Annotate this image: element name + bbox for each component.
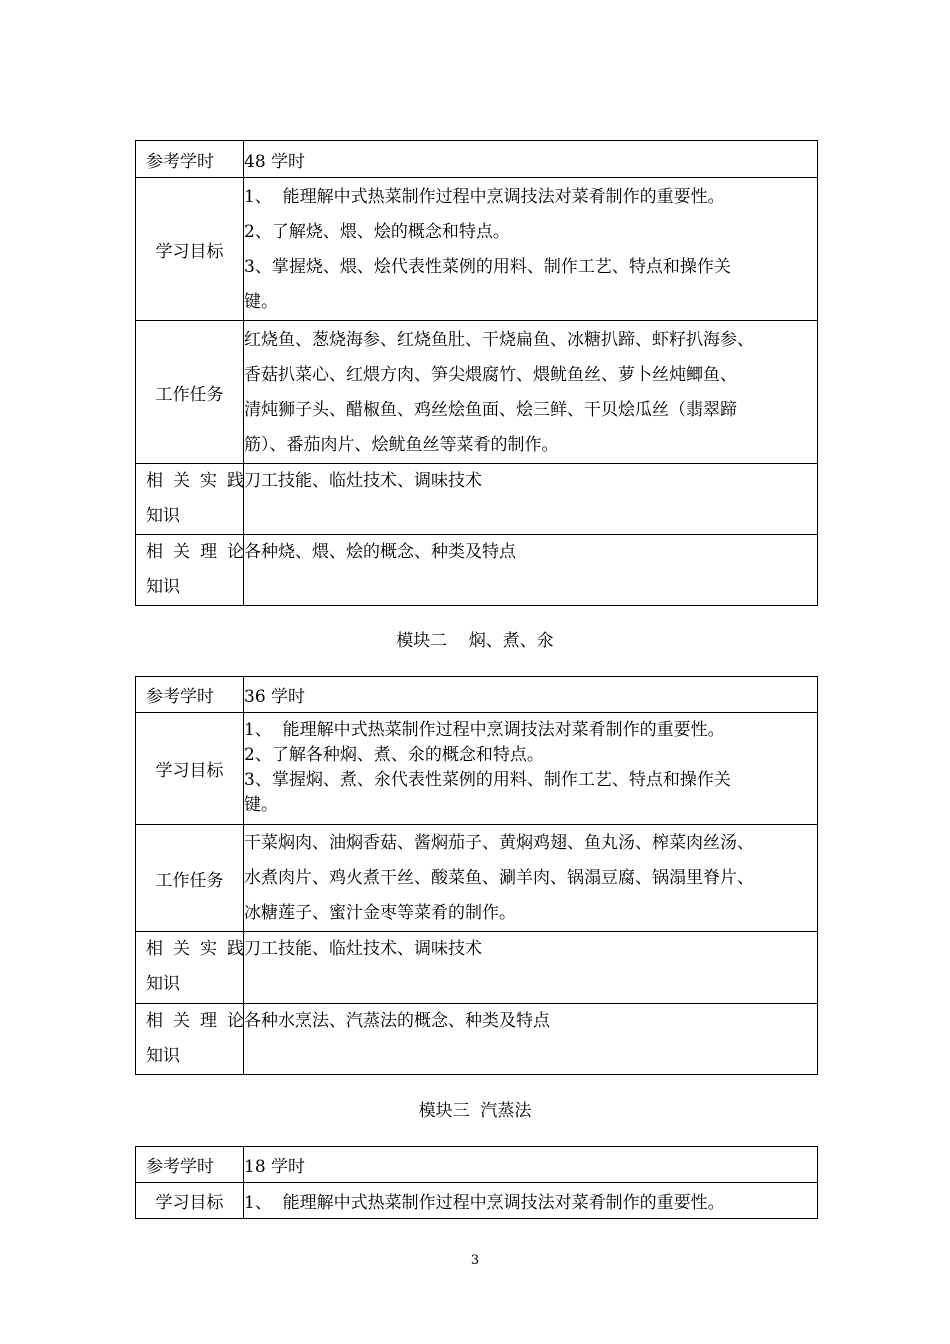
practice-label: [136, 932, 254, 1004]
hours-label: 参考学时: [136, 677, 244, 713]
goals-line: 1、 能理解中式热菜制作过程中烹调技法对菜肴制作的重要性。: [244, 720, 725, 740]
module-2-title: 模块二 焖、煮、氽: [396, 631, 554, 651]
hours-value: 18 学时: [244, 1147, 818, 1183]
goals-line: 3、掌握焖、煮、氽代表性菜例的用料、制作工艺、特点和操作关: [244, 770, 731, 790]
page-number: 3: [470, 1253, 480, 1268]
theory-value: 各种烧、煨、烩的概念、种类及特点: [244, 535, 818, 606]
practice-label-line1: 相关实践: [146, 939, 254, 959]
goals-value: [244, 713, 818, 825]
hours-label: 参考学时: [136, 1147, 244, 1183]
hours-value: 48 学时: [244, 141, 818, 178]
goals-value: [244, 1183, 818, 1219]
module-2-table: [135, 676, 818, 1075]
goals-line: 1、 能理解中式热菜制作过程中烹调技法对菜肴制作的重要性。: [244, 187, 725, 207]
practice-label-line2: 知识: [146, 506, 180, 526]
theory-value: 各种水烹法、汽蒸法的概念、种类及特点: [244, 1004, 818, 1075]
tasks-label: 工作任务: [136, 825, 244, 932]
goals-line: 键。: [244, 292, 278, 312]
practice-value: 刀工技能、临灶技术、调味技术: [244, 932, 818, 1004]
tasks-line: 干菜焖肉、油焖香菇、酱焖茄子、黄焖鸡翅、鱼丸汤、榨菜肉丝汤、: [244, 833, 754, 853]
theory-label-line1: 相关理论: [146, 1011, 254, 1031]
goals-line: 2、了解烧、煨、烩的概念和特点。: [244, 222, 510, 242]
module-1-table: [135, 140, 818, 606]
theory-label: [136, 1004, 254, 1075]
module-3-title: 模块三 汽蒸法: [418, 1101, 532, 1121]
tasks-line: 红烧鱼、葱烧海参、红烧鱼肚、干烧扁鱼、冰糖扒蹄、虾籽扒海参、: [244, 330, 754, 350]
theory-label: [136, 535, 254, 606]
goals-label: 学习目标: [136, 713, 244, 825]
tasks-line: 清炖狮子头、醋椒鱼、鸡丝烩鱼面、烩三鲜、干贝烩瓜丝（翡翠蹄: [244, 400, 737, 420]
tasks-label: 工作任务: [136, 321, 244, 464]
tasks-line: 冰糖莲子、蜜汁金枣等菜肴的制作。: [244, 903, 516, 923]
practice-value: 刀工技能、临灶技术、调味技术: [244, 464, 818, 535]
tasks-value: [244, 825, 818, 932]
theory-label-line2: 知识: [146, 577, 180, 597]
goals-value: [244, 178, 818, 321]
tasks-line: 水煮肉片、鸡火煮干丝、酸菜鱼、涮羊肉、锅溻豆腐、锅溻里脊片、: [244, 868, 754, 888]
theory-label-line1: 相关理论: [146, 542, 254, 562]
hours-value: 36 学时: [244, 677, 818, 713]
practice-label-line1: 相关实践: [146, 471, 254, 491]
theory-label-line2: 知识: [146, 1046, 180, 1066]
practice-label: [136, 464, 254, 535]
tasks-value: [244, 321, 818, 464]
goals-line: 1、 能理解中式热菜制作过程中烹调技法对菜肴制作的重要性。: [244, 1193, 725, 1213]
tasks-line: 香菇扒菜心、红煨方肉、笋尖煨腐竹、煨鱿鱼丝、萝卜丝炖鲫鱼、: [244, 365, 737, 385]
tasks-line: 筋）、番茄肉片、烩鱿鱼丝等菜肴的制作。: [244, 435, 559, 455]
hours-label: 参考学时: [136, 141, 244, 178]
goals-line: 3、掌握烧、煨、烩代表性菜例的用料、制作工艺、特点和操作关: [244, 257, 731, 277]
goals-label: 学习目标: [136, 178, 244, 321]
goals-line: 2、了解各种焖、煮、氽的概念和特点。: [244, 745, 544, 765]
practice-label-line2: 知识: [146, 974, 180, 994]
goals-line: 键。: [244, 795, 278, 815]
goals-label: 学习目标: [136, 1183, 244, 1219]
module-3-table: [135, 1146, 818, 1219]
